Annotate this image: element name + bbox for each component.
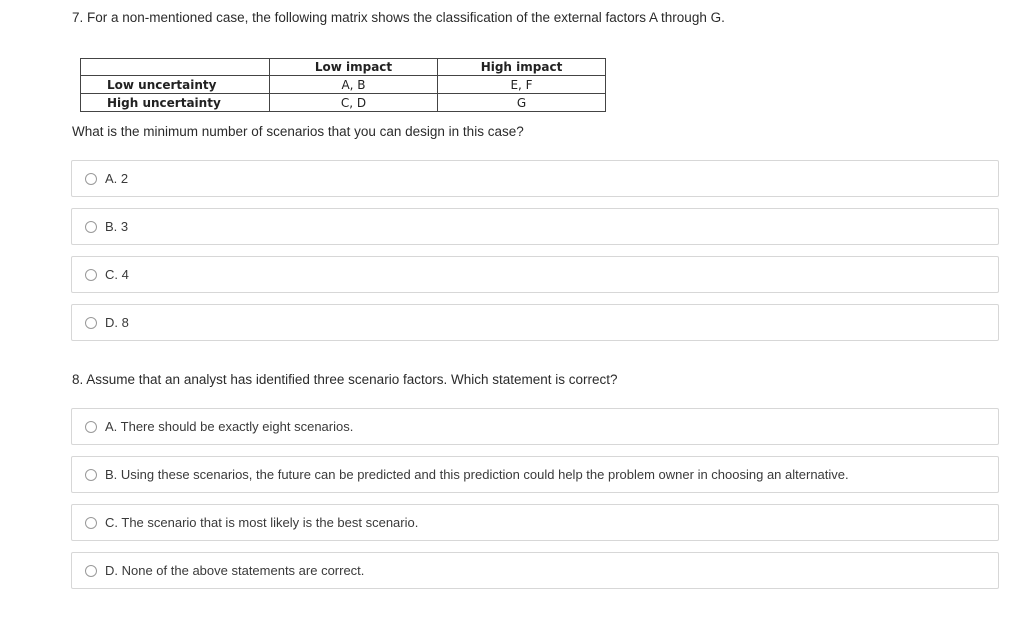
radio-button-icon[interactable]	[85, 469, 97, 481]
radio-button-icon[interactable]	[85, 221, 97, 233]
radio-button-icon[interactable]	[85, 517, 97, 529]
q8-option-d[interactable]	[71, 552, 999, 589]
q7-option-c[interactable]	[71, 256, 999, 293]
q8-option-c-label: C. The scenario that is most likely is the best scenario.	[105, 515, 419, 530]
matrix-cell-low-uncertainty-low-impact: A, B	[270, 76, 438, 94]
q7-option-d-label: D. 8	[105, 315, 129, 330]
q7-option-c-label: C. 4	[105, 267, 129, 282]
q7-option-a[interactable]	[71, 160, 999, 197]
q7-option-b[interactable]	[71, 208, 999, 245]
matrix-row-label-low-uncertainty: Low uncertainty	[81, 76, 270, 94]
q8-option-d-label: D. None of the above statements are correct.	[105, 563, 365, 578]
radio-button-icon[interactable]	[85, 317, 97, 329]
classification-matrix	[80, 58, 606, 112]
q8-option-b-label: B. Using these scenarios, the future can be predicted and this prediction could help the problem owner in choosing an alternative.	[105, 467, 849, 482]
radio-button-icon[interactable]	[85, 269, 97, 281]
radio-button-icon[interactable]	[85, 173, 97, 185]
matrix-header-high-impact: High impact	[438, 59, 606, 76]
question-7-prompt: What is the minimum number of scenarios that you can design in this case?	[72, 124, 524, 139]
question-8-title: 8. Assume that an analyst has identified three scenario factors. Which statement is correct?	[72, 372, 618, 387]
matrix-header-low-impact: Low impact	[270, 59, 438, 76]
q7-option-d[interactable]	[71, 304, 999, 341]
q8-option-a-label: A. There should be exactly eight scenarios.	[105, 419, 354, 434]
radio-button-icon[interactable]	[85, 421, 97, 433]
q8-option-a[interactable]	[71, 408, 999, 445]
question-7-title: 7. For a non-mentioned case, the following matrix shows the classification of the external factors A through G.	[72, 10, 725, 25]
matrix-cell-low-uncertainty-high-impact: E, F	[438, 76, 606, 94]
radio-button-icon[interactable]	[85, 565, 97, 577]
q7-option-b-label: B. 3	[105, 219, 129, 234]
q8-option-c[interactable]	[71, 504, 999, 541]
matrix-row-label-high-uncertainty: High uncertainty	[81, 94, 270, 112]
matrix-cell-high-uncertainty-high-impact: G	[438, 94, 606, 112]
q7-option-a-label: A. 2	[105, 171, 129, 186]
q8-option-b[interactable]	[71, 456, 999, 493]
matrix-corner-cell	[81, 59, 270, 76]
matrix-cell-high-uncertainty-low-impact: C, D	[270, 94, 438, 112]
